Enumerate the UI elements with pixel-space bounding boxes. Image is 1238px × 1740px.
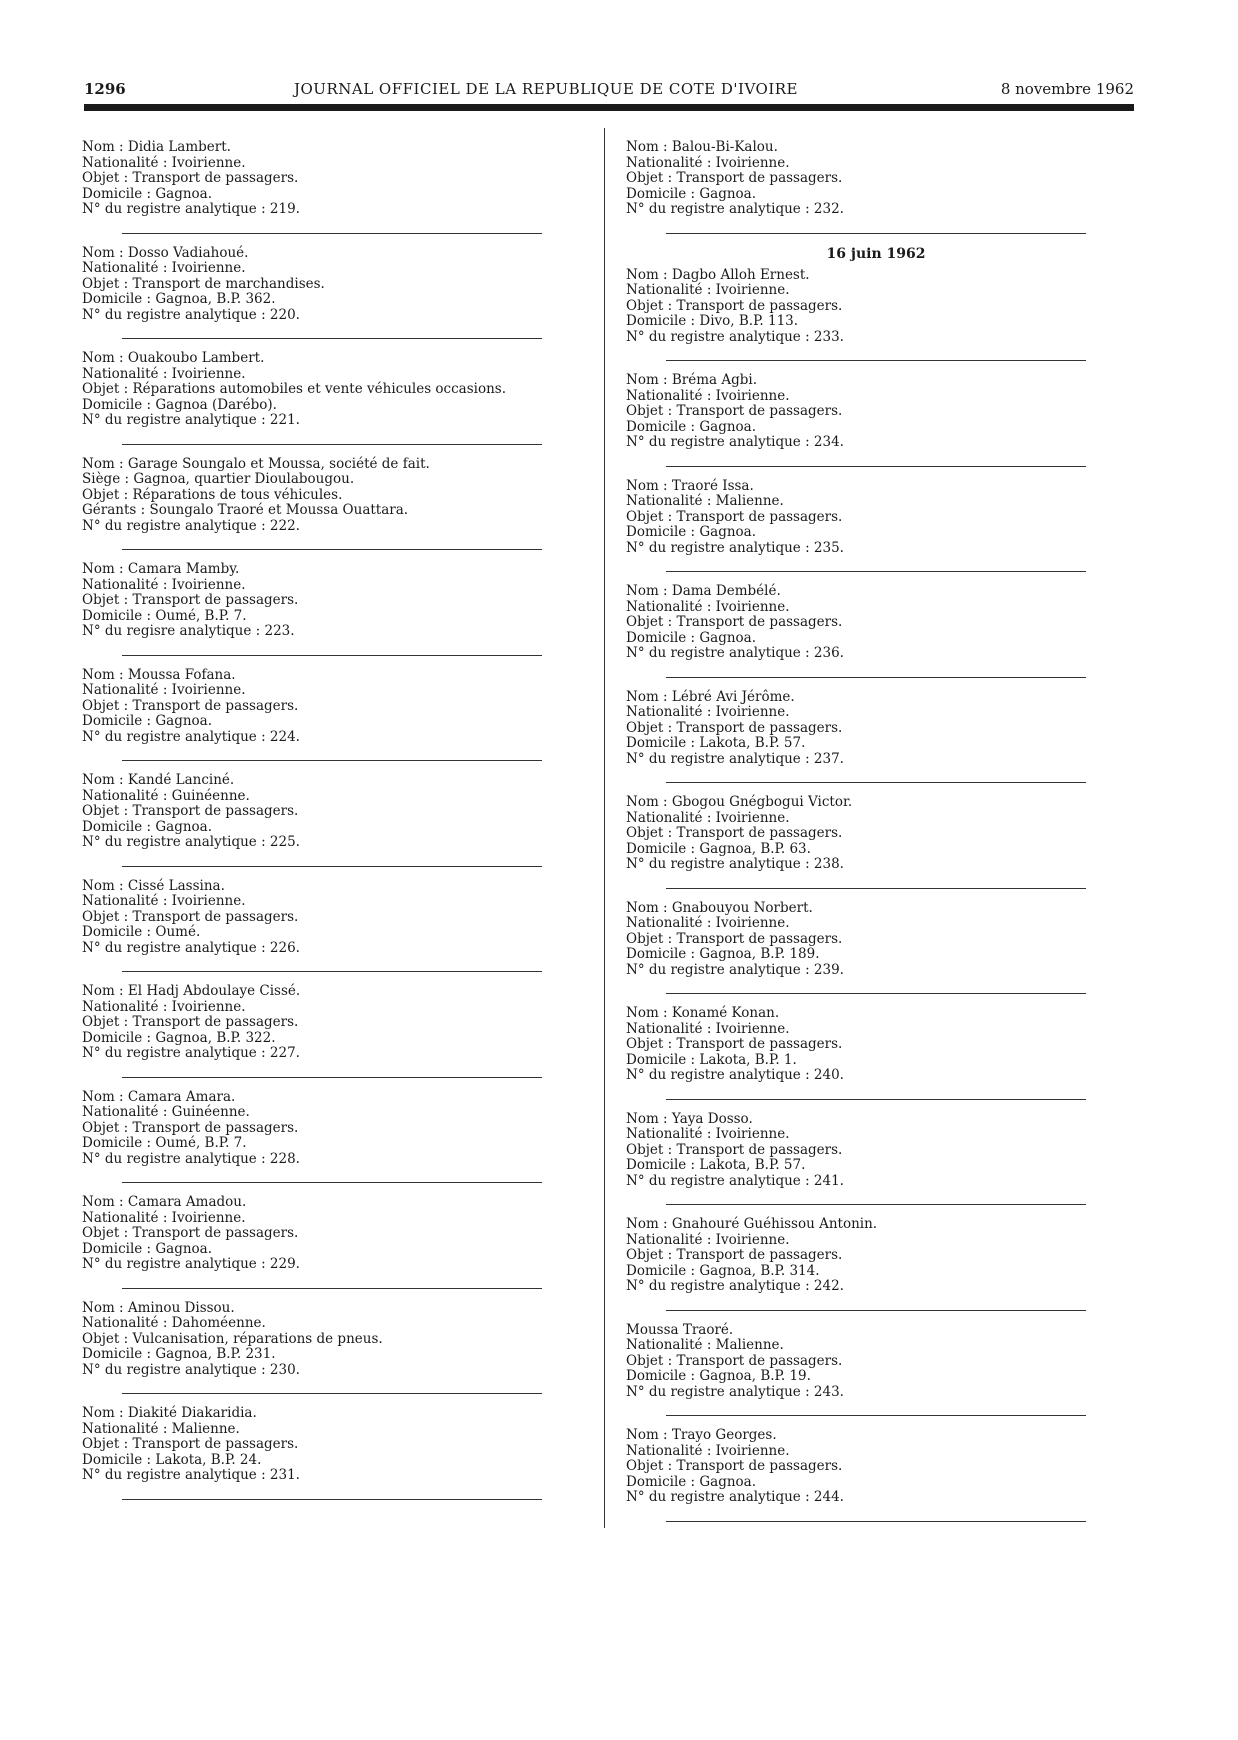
entry-nationality: Nationalité : Ivoirienne. [626,282,790,298]
entry-object: Objet : Transport de passagers. [82,697,299,714]
entry-name: Nom : Gnabouyou Norbert. [626,899,813,916]
entry-separator [122,1288,542,1289]
entry-name: Nom : Dama Dembélé. [626,583,781,599]
entry-object: Objet : Transport de passagers. [626,1247,843,1263]
entry-object: Objet : Réparations de tous véhicules. [82,486,343,503]
left-column [82,140,582,1512]
register-entry [82,562,582,668]
entry-object: Objet : Transport de passagers. [82,803,299,819]
register-entry [82,140,582,246]
entry-domicile: Domicile : Gagnoa, B.P. 362. [82,291,276,307]
entry-nationality: Nationalité : Ivoirienne. [82,576,246,593]
entry-nationality: Nationalité : Ivoirienne. [626,1126,790,1142]
entry-domicile: Domicile : Gagnoa. [82,818,213,835]
register-entry [626,1217,1126,1323]
entry-register-number: N° du registre analytique : 232. [626,201,844,217]
entry-object: Objet : Transport de passagers. [626,508,843,525]
entry-nationality: Nationalité : Ivoirienne. [82,1209,246,1226]
entry-separator [666,360,1086,361]
page-number: 1296 [84,80,126,98]
entry-name: Nom : Traoré Issa. [626,477,754,494]
entry-nationality: Nationalité : Ivoirienne. [82,682,246,698]
register-entry [82,457,582,563]
entry-object: Objet : Transport de passagers. [626,1458,843,1474]
entry-nationality: Nationalité : Ivoirienne. [82,893,246,909]
entry-domicile: Domicile : Gagnoa, B.P. 231. [82,1346,276,1362]
entry-register-number: N° du registre analytique : 235. [626,539,844,556]
entry-separator [666,782,1086,783]
entry-nationality: Nationalité : Ivoirienne. [626,598,790,615]
entry-object: Objet : Transport de passagers. [82,908,299,925]
entry-separator [666,1415,1086,1416]
entry-domicile: Domicile : Gagnoa. [626,629,757,646]
entry-nationality: Nationalité : Ivoirienne. [626,1020,790,1037]
entry-nationality: Nationalité : Malienne. [82,1420,240,1437]
entry-register-number: N° du registre analytique : 241. [626,1172,844,1189]
entry-nationality: Nationalité : Ivoirienne. [82,998,246,1015]
entry-separator [122,866,542,867]
register-entry [82,773,582,879]
entry-register-number: N° du registre analytique : 239. [626,961,844,978]
entry-name: Nom : Aminou Dissou. [82,1299,235,1316]
register-entry [626,268,1126,374]
entry-name: Nom : Camara Amadou. [82,1194,247,1210]
register-entry [82,1195,582,1301]
entry-separator [666,888,1086,889]
entry-object: Objet : Transport de passagers. [82,592,299,608]
entry-nationality: Nationalité : Ivoirienne. [82,260,246,276]
entry-separator [122,1499,542,1500]
register-entry [626,1006,1126,1112]
register-entry [626,795,1126,901]
register-entry [626,373,1126,479]
entry-name: Nom : Dosso Vadiahoué. [82,244,249,261]
entry-domicile: Gérants : Soungalo Traoré et Moussa Ouattara. [82,502,409,518]
entry-name: Moussa Traoré. [626,1321,734,1338]
entry-register-number: N° du registre analytique : 238. [626,856,844,872]
entry-domicile: Domicile : Gagnoa, B.P. 19. [626,1368,811,1384]
entry-domicile: Domicile : Gagnoa. [82,713,213,729]
entry-nationality: Nationalité : Malienne. [626,493,784,509]
entry-domicile: Domicile : Lakota, B.P. 57. [626,1157,806,1173]
entry-name: Nom : Garage Soungalo et Moussa, société de fait. [82,455,430,472]
section-date: 16 juin 1962 [826,245,926,262]
entry-object: Objet : Transport de passagers. [626,1352,843,1369]
entry-separator [122,1077,542,1078]
entry-object: Objet : Transport de passagers. [626,170,843,186]
entry-name: Nom : Camara Mamby. [82,561,240,577]
entry-register-number: N° du registre analytique : 226. [82,939,300,956]
entry-nationality: Nationalité : Ivoirienne. [626,704,790,720]
register-entry [82,668,582,774]
entry-register-number: N° du registre analytique : 231. [82,1467,300,1483]
register-entry [626,901,1126,1007]
entry-nationality: Nationalité : Ivoirienne. [626,809,790,826]
entry-separator [666,677,1086,678]
entry-name: Nom : Bréma Agbi. [626,372,758,388]
entry-separator [666,233,1086,234]
entry-nationality: Nationalité : Ivoirienne. [626,154,790,171]
entry-domicile: Domicile : Gagnoa, B.P. 63. [626,840,811,857]
register-entry [82,984,582,1090]
entry-register-number: N° du registre analytique : 227. [82,1045,300,1061]
entry-separator [122,1182,542,1183]
entry-object: Objet : Transport de marchandises. [82,275,325,292]
register-entry [626,690,1126,796]
entry-domicile: Domicile : Gagnoa. [626,418,757,435]
entry-domicile: Domicile : Divo, B.P. 113. [626,313,799,329]
entry-separator [666,1099,1086,1100]
entry-register-number: N° du registre analytique : 228. [82,1150,300,1167]
entry-object: Objet : Transport de passagers. [626,719,843,736]
register-entry [82,246,582,352]
register-entry [626,1323,1126,1429]
entry-separator [666,1310,1086,1311]
entry-object: Objet : Transport de passagers. [626,825,843,841]
entry-nationality: Nationalité : Ivoirienne. [626,1442,790,1459]
entry-name: Nom : El Hadj Abdoulaye Cissé. [82,983,301,999]
entry-name: Nom : Moussa Fofana. [82,666,236,683]
entry-object: Objet : Transport de passagers. [82,170,299,186]
entry-domicile: Domicile : Gagnoa, B.P. 322. [82,1029,276,1046]
entry-domicile: Domicile : Oumé, B.P. 7. [82,1135,247,1151]
entry-separator [122,655,542,656]
entry-name: Nom : Balou-Bi-Kalou. [626,139,778,155]
entry-separator [666,1521,1086,1522]
register-entry [626,1112,1126,1218]
entry-name: Nom : Konamé Konan. [626,1005,780,1021]
entry-register-number: N° du regisre analytique : 223. [82,623,295,639]
entry-domicile: Domicile : Gagnoa, B.P. 189. [626,946,820,962]
header-rule [84,104,1134,111]
register-entry [626,140,1126,246]
entry-nationality: Nationalité : Ivoirienne. [82,365,246,382]
entry-domicile: Domicile : Lakota, B.P. 57. [626,735,806,751]
entry-separator [122,444,542,445]
entry-register-number: N° du registre analytique : 236. [626,645,844,661]
issue-date: 8 novembre 1962 [1000,80,1134,98]
entry-name: Nom : Camara Amara. [82,1088,236,1105]
entry-name: Nom : Trayo Georges. [626,1427,777,1443]
entry-separator [122,233,542,234]
entry-object: Objet : Transport de passagers. [626,1036,843,1052]
entry-object: Objet : Transport de passagers. [626,403,843,419]
entry-domicile: Domicile : Gagnoa. [626,524,757,540]
entry-domicile: Domicile : Oumé, B.P. 7. [82,607,247,624]
register-entry [82,1301,582,1407]
entry-object: Objet : Transport de passagers. [82,1436,299,1452]
entry-name: Nom : Gnahouré Guéhissou Antonin. [626,1216,878,1232]
entry-object: Objet : Vulcanisation, réparations de pneus. [82,1330,383,1347]
entry-separator [122,760,542,761]
entry-domicile: Domicile : Gagnoa. [82,185,213,202]
entry-name: Nom : Yaya Dosso. [626,1110,753,1127]
entry-name: Nom : Ouakoubo Lambert. [82,350,265,366]
entry-nationality: Nationalité : Malienne. [626,1337,784,1353]
entry-nationality: Nationalité : Ivoirienne. [626,915,790,931]
entry-nationality: Nationalité : Guinéenne. [82,1104,250,1120]
entry-name: Nom : Cissé Lassina. [82,877,225,894]
entry-separator [666,1204,1086,1205]
entry-register-number: N° du registre analytique : 230. [82,1361,300,1378]
entry-register-number: N° du registre analytique : 229. [82,1256,300,1272]
entry-domicile: Domicile : Gagnoa. [82,1240,213,1257]
entry-separator [666,466,1086,467]
entry-nationality: Siège : Gagnoa, quartier Dioulabougou. [82,471,355,487]
entry-object: Objet : Transport de passagers. [82,1014,299,1030]
entry-register-number: N° du registre analytique : 222. [82,517,300,534]
entry-register-number: N° du registre analytique : 240. [626,1067,844,1083]
entry-register-number: N° du registre analytique : 220. [82,306,300,323]
entry-domicile: Domicile : Oumé. [82,924,201,940]
entry-domicile: Domicile : Lakota, B.P. 1. [626,1051,797,1068]
entry-nationality: Nationalité : Ivoirienne. [82,154,246,171]
register-entry [626,479,1126,585]
entry-name: Nom : Gbogou Gnégbogui Victor. [626,794,853,810]
register-entry [82,1090,582,1196]
entry-nationality: Nationalité : Guinéenne. [82,787,250,804]
entry-name: Nom : Dagbo Alloh Ernest. [626,266,810,283]
entry-separator [122,971,542,972]
entry-register-number: N° du registre analytique : 221. [82,412,300,428]
entry-object: Objet : Transport de passagers. [82,1119,299,1136]
register-entry [82,879,582,985]
entry-name: Nom : Lébré Avi Jérôme. [626,688,795,705]
entry-separator [122,549,542,550]
entry-nationality: Nationalité : Ivoirienne. [626,387,790,404]
register-entry [82,351,582,457]
entry-register-number: N° du registre analytique : 242. [626,1278,844,1294]
entry-nationality: Nationalité : Ivoirienne. [626,1231,790,1248]
entry-domicile: Domicile : Gagnoa (Darébo). [82,396,277,413]
entry-register-number: N° du registre analytique : 243. [626,1383,844,1400]
entry-object: Objet : Transport de passagers. [82,1225,299,1241]
entry-register-number: N° du registre analytique : 219. [82,201,300,217]
entry-domicile: Domicile : Lakota, B.P. 24. [82,1451,262,1468]
entry-object: Objet : Transport de passagers. [626,297,843,314]
entry-separator [122,1393,542,1394]
entry-object: Objet : Réparations automobiles et vente véhicules occasions. [82,381,506,397]
register-entry [626,584,1126,690]
entry-object: Objet : Transport de passagers. [626,1141,843,1158]
entry-object: Objet : Transport de passagers. [626,614,843,630]
entry-register-number: N° du registre analytique : 237. [626,750,844,767]
register-entry [82,1406,582,1512]
column-divider [604,128,605,1528]
register-entry [626,1428,1126,1534]
entry-nationality: Nationalité : Dahoméenne. [82,1315,266,1331]
entry-domicile: Domicile : Gagnoa, B.P. 314. [626,1262,820,1279]
right-column [626,140,1126,1534]
entry-separator [666,571,1086,572]
entry-register-number: N° du registre analytique : 225. [82,834,300,850]
entry-object: Objet : Transport de passagers. [626,930,843,947]
journal-title: JOURNAL OFFICIEL DE LA REPUBLIQUE DE COTE D'IVOIRE [294,80,798,98]
entry-register-number: N° du registre analytique : 244. [626,1489,844,1505]
entry-register-number: N° du registre analytique : 233. [626,328,844,345]
entry-name: Nom : Diakité Diakaridia. [82,1405,257,1421]
entry-register-number: N° du registre analytique : 224. [82,728,300,745]
entry-name: Nom : Kandé Lanciné. [82,772,235,788]
entry-name: Nom : Didia Lambert. [82,139,231,155]
entry-separator [666,993,1086,994]
entry-domicile: Domicile : Gagnoa. [626,185,757,202]
entry-separator [122,338,542,339]
entry-register-number: N° du registre analytique : 234. [626,434,844,450]
page-header [84,74,1134,104]
entry-domicile: Domicile : Gagnoa. [626,1473,757,1490]
